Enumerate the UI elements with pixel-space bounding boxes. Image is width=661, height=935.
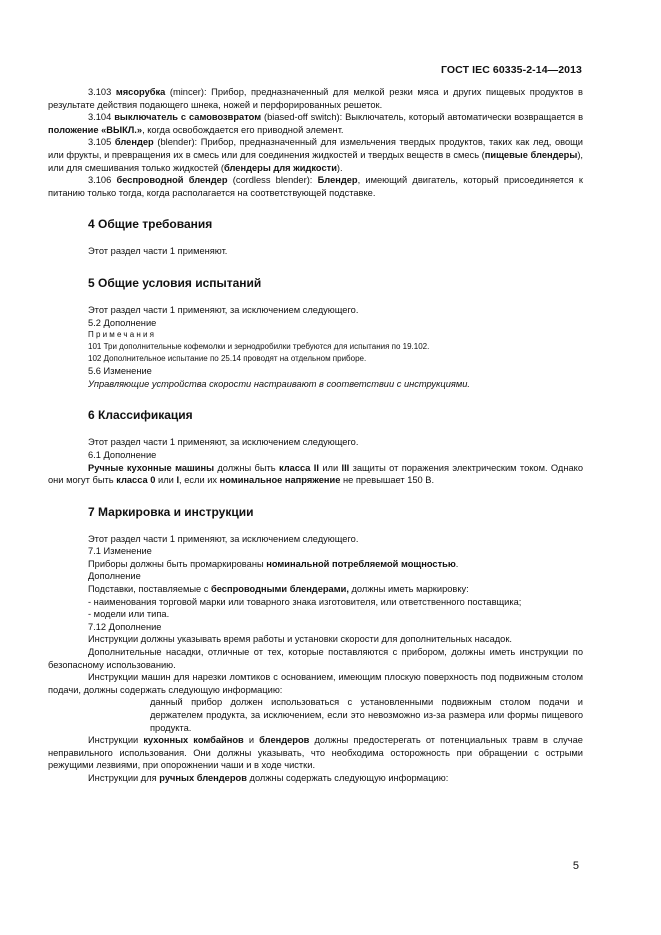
instructions-paragraph: Инструкции машин для нарезки ломтиков с основанием, имеющим плоскую поверхность под подвижным столом подачи, должны содержать следующую информацию: <box>48 672 583 695</box>
term: беспроводной блендер <box>116 175 228 186</box>
list-item: - наименования торговой марки или товарного знака изготовителя, или ответственного поставщика; <box>88 596 522 607</box>
subsection-5-6: 5.6 Изменение <box>88 366 152 377</box>
instructions-quote: данный прибор должен использоваться с установленными подвижным столом подачи и держателем продукта, за исключением, если это невозможно из-за размера или формы пищевого продукта. <box>150 697 583 733</box>
definition-3-106: 3.106 беспроводной блендер (cordless blender): Блендер, имеющий двигатель, который присоединяется к питанию только тогда, когда располагается на соответствующей подставке. <box>48 175 583 198</box>
subsection-6-1: 6.1 Дополнение <box>88 449 157 460</box>
section-7-stand-text: Подставки, поставляемые с беспроводными блендерами, должны иметь маркировку: <box>88 584 469 595</box>
term: выключатель с самовозвратом <box>114 112 262 123</box>
section-7-text: Этот раздел части 1 применяют, за исключением следующего. <box>88 533 359 544</box>
instructions-paragraph: Инструкции кухонных комбайнов и блендеров должны предостерегать от потенциальных травм в случае неправильного использования. Они должны указывать, что необходима осторожность при обращении с острыми режущими лезвиями, при опорожнении чаши и в ходе чистки. <box>48 735 583 771</box>
instructions-paragraph: Инструкции для ручных блендеров должны содержать следующую информацию: <box>88 772 449 783</box>
list-item: - модели или типа. <box>88 609 170 620</box>
subsection-5-2: 5.2 Дополнение <box>88 317 157 328</box>
standard-designation: ГОСТ IEC 60335-2-14—2013 <box>440 64 582 76</box>
section-6-heading: 6 Классификация <box>88 408 193 423</box>
section-7-heading: 7 Маркировка и инструкции <box>88 504 254 519</box>
definition-3-103: 3.103 мясорубка (mincer): Прибор, предназначенный для мелкой резки мяса и других пищевых продуктов в результате действия подающего шнека, ножей и перфорированных решеток. <box>48 87 583 110</box>
note-label: Примечания <box>88 330 157 340</box>
section-6-text: Этот раздел части 1 применяют, за исключением следующего. <box>88 437 359 448</box>
section-7-addition: Дополнение <box>88 571 141 582</box>
instructions-paragraph: Дополнительные насадки, отличные от тех, которые поставляются с прибором, должны иметь инструкции по безопасному использованию. <box>48 647 583 670</box>
term: мясорубка <box>115 87 166 97</box>
note-102: 102 Дополнительное испытание по 25.14 проводят на отдельном приборе. <box>88 354 367 364</box>
note-101: 101 Три дополнительные кофемолки и зернодробилки требуются для испытания по 19.102. <box>88 342 430 352</box>
subsection-7-1: 7.1 Изменение <box>88 546 152 557</box>
term: блендер <box>114 137 154 148</box>
section-5-text: Этот раздел части 1 применяют, за исключением следующего. <box>88 304 359 315</box>
definition-3-104: 3.104 выключатель с самовозвратом (biased-off switch): Выключатель, который автоматически возвращается в положение «ВЫКЛ.», когда освобождается его приводной элемент. <box>48 112 584 135</box>
section-5-italic-text: Управляющие устройства скорости настраивают в соответствии с инструкциями. <box>88 378 471 389</box>
page-number: 5 <box>572 860 579 872</box>
definition-3-105: 3.105 блендер (blender): Прибор, предназначенный для измельчения твердых продуктов, таких как лед, овощи или фрукты, и превращения их в смесь или для соединения жидкостей и твердых веществ в смесь (пищевые блендеры), или для смешивания только жидкостей (блендеры для жидкости). <box>48 137 583 173</box>
section-7-marking-text: Приборы должны быть промаркированы номинальной потребляемой мощностью. <box>88 558 459 569</box>
section-4-text: Этот раздел части 1 применяют. <box>88 246 228 257</box>
subsection-7-12: 7.12 Дополнение <box>88 621 162 632</box>
section-6-classification-text: Ручные кухонные машины должны быть класса II или III защиты от поражения электрическим током. Однако они могут быть класса 0 или I, если их номинальное напряжение не превышает 150 В. <box>48 462 583 486</box>
section-4-heading: 4 Общие требования <box>88 217 213 232</box>
section-5-heading: 5 Общие условия испытаний <box>88 275 262 290</box>
instructions-paragraph: Инструкции должны указывать время работы и установки скорости для дополнительных насадок. <box>88 634 513 645</box>
page-content <box>48 86 583 785</box>
